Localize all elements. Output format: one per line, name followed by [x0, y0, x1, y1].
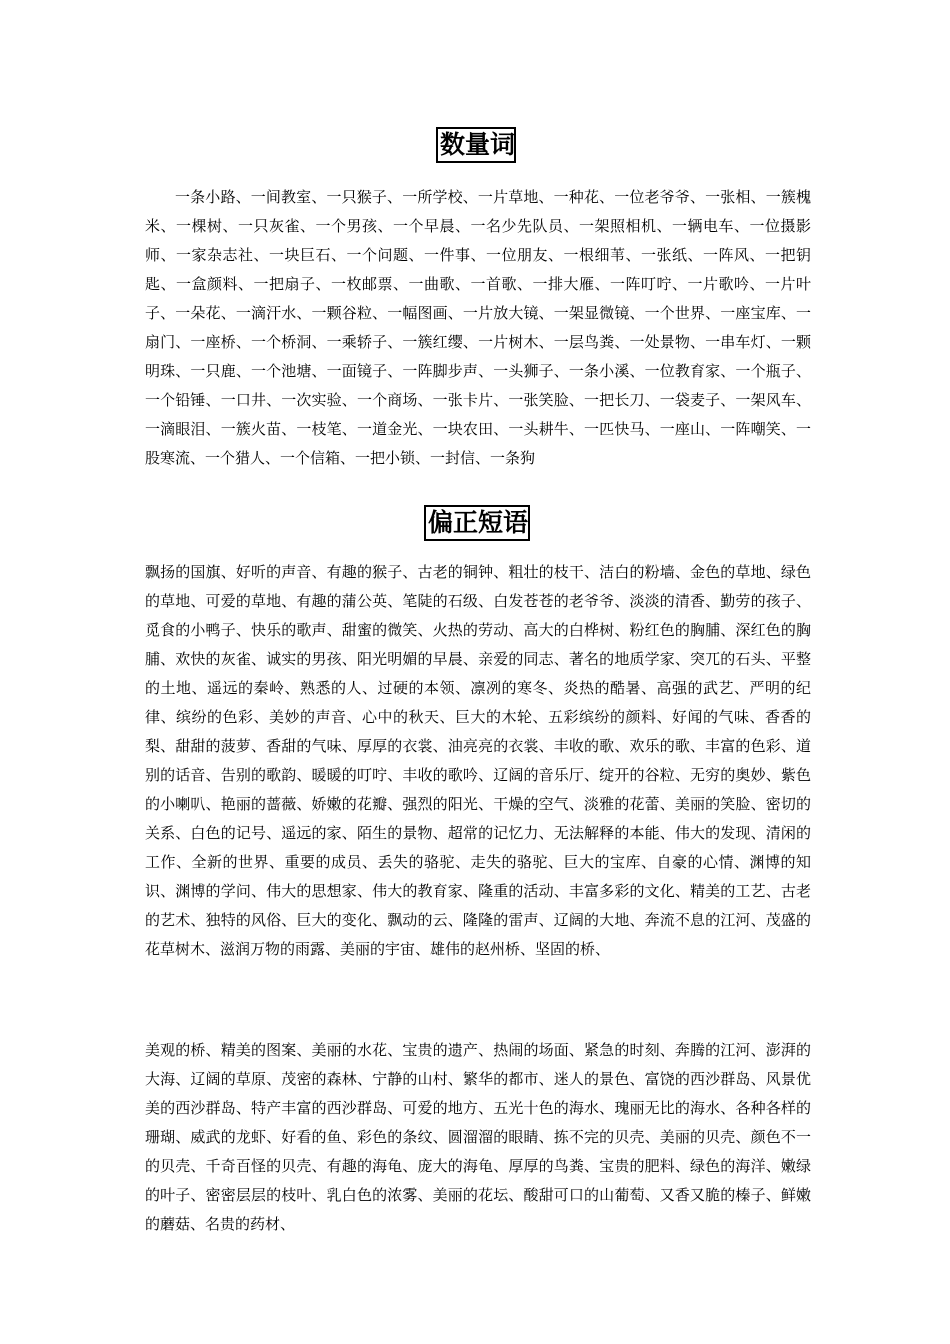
- section-title-quantifiers: 数量词: [436, 127, 516, 163]
- modifier-phrase-paragraph-1: 飘扬的国旗、好听的声音、有趣的猴子、古老的铜钟、粗壮的枝干、洁白的粉墙、金色的草地、绿色的草地、可爱的草地、有趣的蒲公英、笔陡的石级、白发苍苍的老爷爷、淡淡的清香、勤劳的孩子、觅食的小鸭子、快乐的歌声、甜蜜的微笑、火热的劳动、高大的白桦树、粉红色的胸脯、深红色的胸脯、欢快的灰雀、诚实的男孩、阳光明媚的早晨、亲爱的同志、著名的地质学家、突兀的石头、平整的土地、遥远的秦岭、熟悉的人、过硬的本领、凛冽的寒冬、炎热的酷暑、高强的武艺、严明的纪律、缤纷的色彩、美妙的声音、心中的秋天、巨大的木轮、五彩缤纷的颜料、好闻的气味、香香的梨、甜甜的菠萝、香甜的气味、厚厚的衣裳、油亮亮的衣裳、丰收的歌、欢乐的歌、丰富的色彩、道别的话音、告别的歌韵、暖暖的叮咛、丰收的歌吟、辽阔的音乐厅、绽开的谷粒、无穷的奥妙、紫色的小喇叭、艳丽的蔷薇、娇嫩的花瓣、强烈的阳光、干燥的空气、淡雅的花蕾、美丽的笑脸、密切的关系、白色的记号、遥远的家、陌生的景物、超常的记忆力、无法解释的本能、伟大的发现、清闲的工作、全新的世界、重要的成员、丢失的骆驼、走失的骆驼、巨大的宝库、自豪的心情、渊博的知识、渊博的学问、伟大的思想家、伟大的教育家、隆重的活动、丰富多彩的文化、精美的工艺、古老的艺术、独特的风俗、巨大的变化、飘动的云、隆隆的雷声、辽阔的大地、奔流不息的江河、茂盛的花草树木、滋润万物的雨露、美丽的宇宙、雄伟的赵州桥、坚固的桥、: [145, 563, 811, 958]
- modifier-phrase-paragraph-2: 美观的桥、精美的图案、美丽的水花、宝贵的遗产、热闹的场面、紧急的时刻、奔腾的江河、澎湃的大海、辽阔的草原、茂密的森林、宁静的山村、繁华的都市、迷人的景色、富饶的西沙群岛、风景优美的西沙群岛、特产丰富的西沙群岛、可爱的地方、五光十色的海水、瑰丽无比的海水、各种各样的珊瑚、威武的龙虾、好看的鱼、彩色的条纹、圆溜溜的眼睛、拣不完的贝壳、美丽的贝壳、颜色不一的贝壳、千奇百怪的贝壳、有趣的海龟、庞大的海龟、厚厚的鸟粪、宝贵的肥料、绿色的海洋、嫩绿的叶子、密密层层的枝叶、乳白色的浓雾、美丽的花坛、酸甜可口的山葡萄、又香又脆的榛子、鲜嫩的蘑菇、名贵的药材、: [145, 1041, 811, 1233]
- quantifier-list-paragraph: 一条小路、一间教室、一只猴子、一所学校、一片草地、一种花、一位老爷爷、一张相、一簇槐米、一棵树、一只灰雀、一个男孩、一个早晨、一名少先队员、一架照相机、一辆电车、一位摄影师、一家杂志社、一块巨石、一个问题、一件事、一位朋友、一根细苇、一张纸、一阵风、一把钥匙、一盒颜料、一把扇子、一枚邮票、一曲歌、一首歌、一排大雁、一阵叮咛、一片歌吟、一片叶子、一朵花、一滴汗水、一颗谷粒、一幅图画、一片放大镜、一架显微镜、一个世界、一座宝库、一扇门、一座桥、一个桥洞、一乘轿子、一簇红缨、一片树木、一层鸟粪、一处景物、一串车灯、一颗明珠、一只鹿、一个池塘、一面镜子、一阵脚步声、一头狮子、一条小溪、一位教育家、一个瓶子、一个铅锤、一口井、一次实验、一个商场、一张卡片、一张笑脸、一把长刀、一袋麦子、一架风车、一滴眼泪、一簇火苗、一枝笔、一道金光、一块农田、一头耕牛、一匹快马、一座山、一阵嘲笑、一股寒流、一个猎人、一个信箱、一把小锁、一封信、一条狗: [145, 188, 811, 467]
- section-title-modifier-phrases: 偏正短语: [424, 505, 530, 541]
